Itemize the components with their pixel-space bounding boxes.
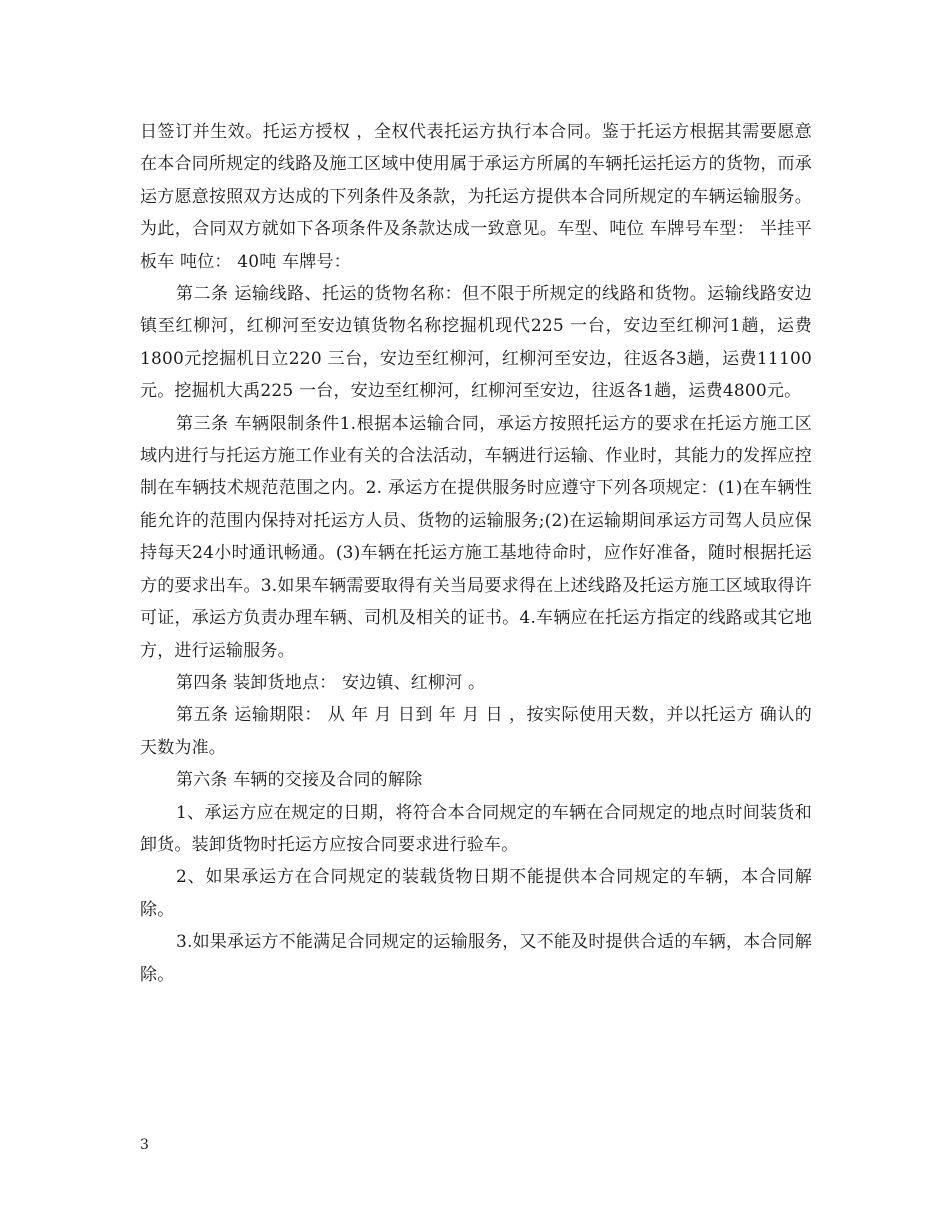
document-body (140, 116, 812, 991)
page-number: 3 (140, 1137, 149, 1153)
paragraph-article-6-item-3: 3.如果承运方不能满足合同规定的运输服务，又不能及时提供合适的车辆，本合同解除。 (140, 932, 812, 985)
paragraph-article-6-item-2: 2、如果承运方在合同规定的装载货物日期不能提供本合同规定的车辆，本合同解除。 (140, 867, 812, 920)
paragraph-continuation: 日签订并生效。托运方授权 ，全权代表托运方执行本合同。鉴于托运方根据其需要愿意在本合同所规定的线路及施工区域中使用属于承运方所属的车辆托运托运方的货物，而承运方愿意按照双方达成的下列条件及条款，为托运方提供本合同所规定的车辆运输服务。为此，合同双方就如下各项条件及条款达成一致意见。车型、吨位 车牌号车型： 半挂平板车 吨位： 40吨 车牌号： (140, 122, 812, 272)
paragraph-article-6-heading: 第六条 车辆的交接及合同的解除 (176, 770, 423, 791)
paragraph-article-6-item-1: 1、承运方应在规定的日期，将符合本合同规定的车辆在合同规定的地点时间装货和卸货。装卸货物时托运方应按合同要求进行验车。 (140, 802, 812, 855)
paragraph-article-2: 第二条 运输线路、托运的货物名称：但不限于所规定的线路和货物。运输线路安边镇至红柳河，红柳河至安边镇货物名称挖掘机现代225 一台，安边至红柳河1趟，运费1800元挖掘机日立220 三台，安边至红柳河，红柳河至安边，往返各3趟，运费11100元。挖掘机大禹225 一台，安边至红柳河，红柳河至安边，往返各1趟，运费4800元。 (140, 284, 812, 402)
paragraph-article-4: 第四条 装卸货地点： 安边镇、红柳河 。 (176, 672, 486, 693)
paragraph-article-5: 第五条 运输期限： 从 年 月 日到 年 月 日 ，按实际使用天数，并以托运方 确认的天数为准。 (140, 705, 812, 758)
paragraph-article-3: 第三条 车辆限制条件1.根据本运输合同，承运方按照托运方的要求在托运方施工区域内进行与托运方施工作业有关的合法活动，车辆进行运输、作业时，其能力的发挥应控制在车辆技术规范范围之内。2. 承运方在提供服务时应遵守下列各项规定：(1)在车辆性能允许的范围内保持对托运方人员、货物的运输服务;(2)在运输期间承运方司驾人员应保持每天24小时通讯畅通。(3)车辆在托运方施工基地待命时，应作好准备，随时根据托运方的要求出车。3.如果车辆需要取得有关当局要求得在上述线路及托运方施工区域取得许可证，承运方负责办理车辆、司机及相关的证书。4.车辆应在托运方指定的线路或其它地方，进行运输服务。 (140, 413, 812, 661)
